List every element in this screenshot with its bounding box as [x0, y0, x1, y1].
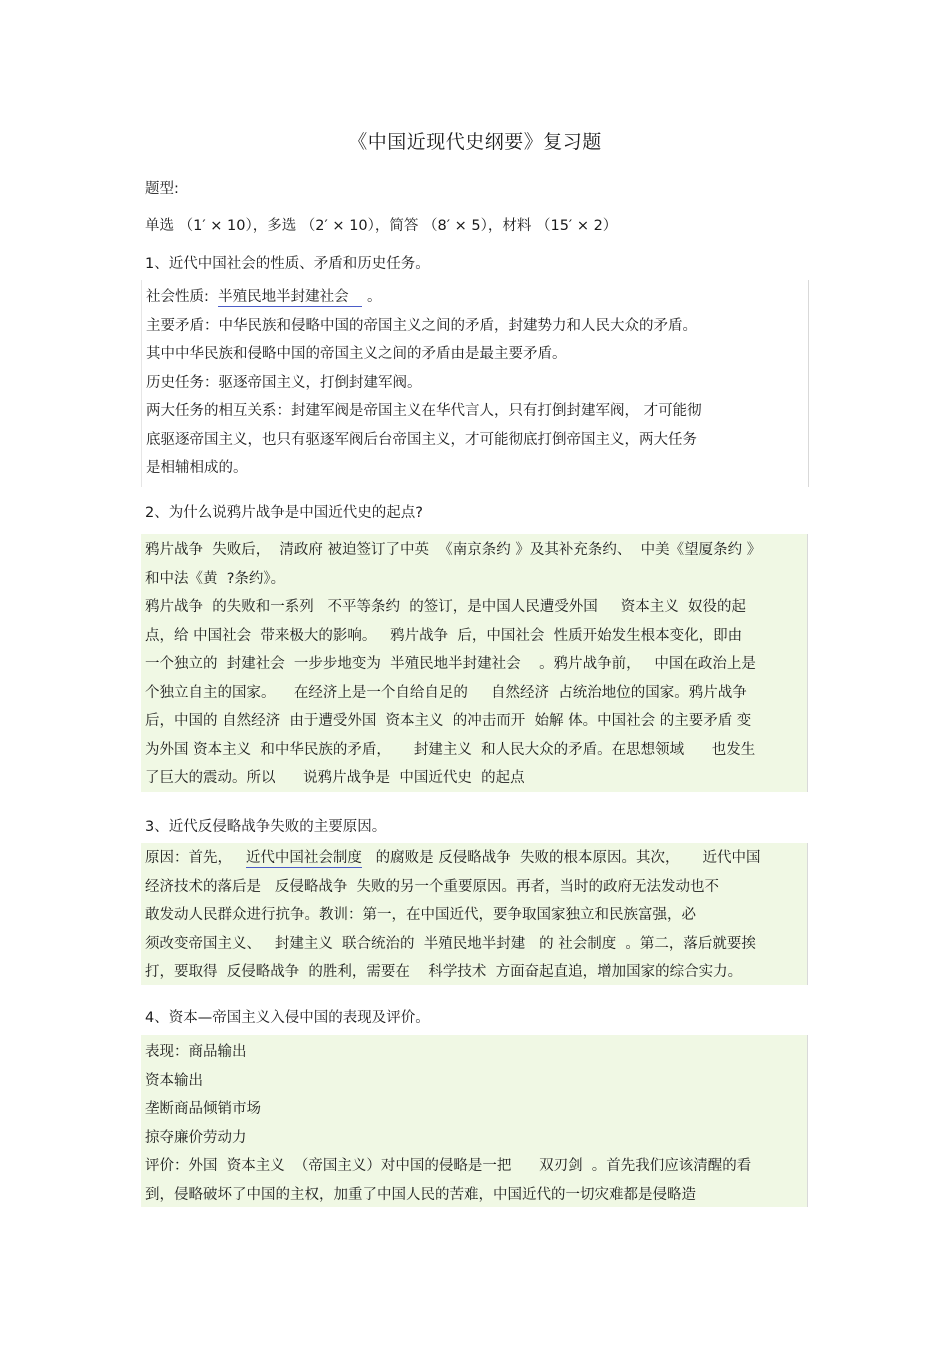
- answer-2-line: 鸦片战争 的失败和一系列 不平等条约 的签订，是中国人民遭受外国 资本主义 奴役的起: [145, 599, 747, 615]
- answer-2-line: 一个独立的 封建社会 一步步地变为 半殖民地半封建社会 。鸦片战争前， 中国在政治上是: [145, 656, 756, 672]
- answer-3-line: 打，要取得 反侵略战争 的胜利，需要在 科学技术 方面奋起直追，增加国家的综合实力。: [145, 964, 743, 980]
- nature-label: 社会性质:: [146, 289, 219, 305]
- answer-2-line: 鸦片战争 失败后， 清政府 被迫签订了中英 《南京条约 》及其补充条约、 中美《望厦条约 》: [145, 542, 762, 558]
- answer-3-line: 经济技术的落后是 反侵略战争 失败的另一个重要原因。再者，当时的政府无法发动也不: [145, 879, 720, 895]
- answer-4-line: 评价：外国 资本主义 （帝国主义）对中国的侵略是一把 双刃剑 。首先我们应该清醒的看: [145, 1158, 752, 1174]
- question-2-heading: 2、为什么说鸦片战争是中国近代史的起点?: [145, 505, 423, 521]
- answer-1-block: [141, 280, 809, 487]
- answer-3-line: 敢发动人民群众进行抗争。教训：第一，在中国近代，要争取国家独立和民族富强，必: [145, 907, 696, 923]
- answer-2-line: 和中法《黄 ?条约》。: [145, 571, 286, 587]
- answer-2-line: 为外国 资本主义 和中华民族的矛盾， 封建主义 和人民大众的矛盾。在思想领域 也发生: [145, 742, 756, 758]
- answer-1-line: 是相辅相成的。: [146, 460, 248, 476]
- answer-4-line: 垄断商品倾销市场: [145, 1101, 261, 1117]
- answer-2-line: 个独立自主的国家。 在经济上是一个自给自足的 自然经济 占统治地位的国家。鸦片战争: [145, 685, 747, 701]
- answer-2-line: 后，中国的 自然经济 由于遭受外国 资本主义 的冲击而开 始解 体。中国社会 的主要矛盾 变: [145, 713, 752, 729]
- answer-1-line: 两大任务的相互关系：封建军阀是帝国主义在华代言人，只有打倒封建军阀， 才可能彻: [146, 403, 702, 419]
- answer-3-prefix: 原因：首先，: [145, 850, 246, 866]
- nature-end: 。: [362, 289, 382, 305]
- answer-1-line: 其中中华民族和侵略中国的帝国主义之间的矛盾由是最主要矛盾。: [146, 346, 567, 362]
- answer-3-first-line: [145, 848, 809, 868]
- answer-2-line: 了巨大的震动。所以 说鸦片战争是 中国近代史 的起点: [145, 770, 525, 786]
- answer-4-line: 资本输出: [145, 1073, 203, 1089]
- answer-2-line: 点，给 中国社会 带来极大的影响。 鸦片战争 后，中国社会 性质开始发生根本变化，即由: [145, 628, 743, 644]
- answer-1-line: 主要矛盾：中华民族和侵略中国的帝国主义之间的矛盾，封建势力和人民大众的矛盾。: [146, 318, 697, 334]
- answer-3-suffix: 的腐败是 反侵略战争 失败的根本原因。其次， 近代中国: [361, 850, 761, 866]
- answer-4-line: 到，侵略破坏了中国的主权，加重了中国人民的苦难，中国近代的一切灾难都是侵略造: [145, 1187, 696, 1203]
- answer-3-underlined: 近代中国社会制度: [245, 850, 362, 866]
- answer-1-line: 历史任务：驱逐帝国主义，打倒封建军阀。: [146, 375, 422, 391]
- question-3-heading: 3、近代反侵略战争失败的主要原因。: [145, 819, 387, 835]
- answer-4-line: 表现：商品输出: [145, 1044, 247, 1060]
- nature-value: 半殖民地半封建社会: [218, 289, 363, 305]
- answer-1-nature-line: [146, 287, 810, 307]
- answer-4-line: 掠夺廉价劳动力: [145, 1130, 247, 1146]
- answer-1-line: 底驱逐帝国主义，也只有驱逐军阀后台帝国主义，才可能彻底打倒帝国主义，两大任务: [146, 432, 697, 448]
- answer-3-line: 须改变帝国主义、 封建主义 联合统治的 半殖民地半封建 的 社会制度 。第二，落后就要挨: [145, 936, 756, 952]
- document-title: 《中国近现代史纲要》复习题: [348, 131, 602, 153]
- answer-3-block: [141, 843, 808, 985]
- answer-4-block: [141, 1035, 808, 1207]
- question-1-heading: 1、近代中国社会的性质、矛盾和历史任务。: [145, 256, 430, 272]
- question-type-label: 题型:: [145, 181, 179, 197]
- question-4-heading: 4、资本—帝国主义入侵中国的表现及评价。: [145, 1010, 430, 1026]
- answer-2-block: [141, 534, 808, 792]
- question-type-description: 单选 （1′ × 10），多选 （2′ × 10），简答 （8′ × 5），材料 （15′ × 2）: [145, 218, 618, 234]
